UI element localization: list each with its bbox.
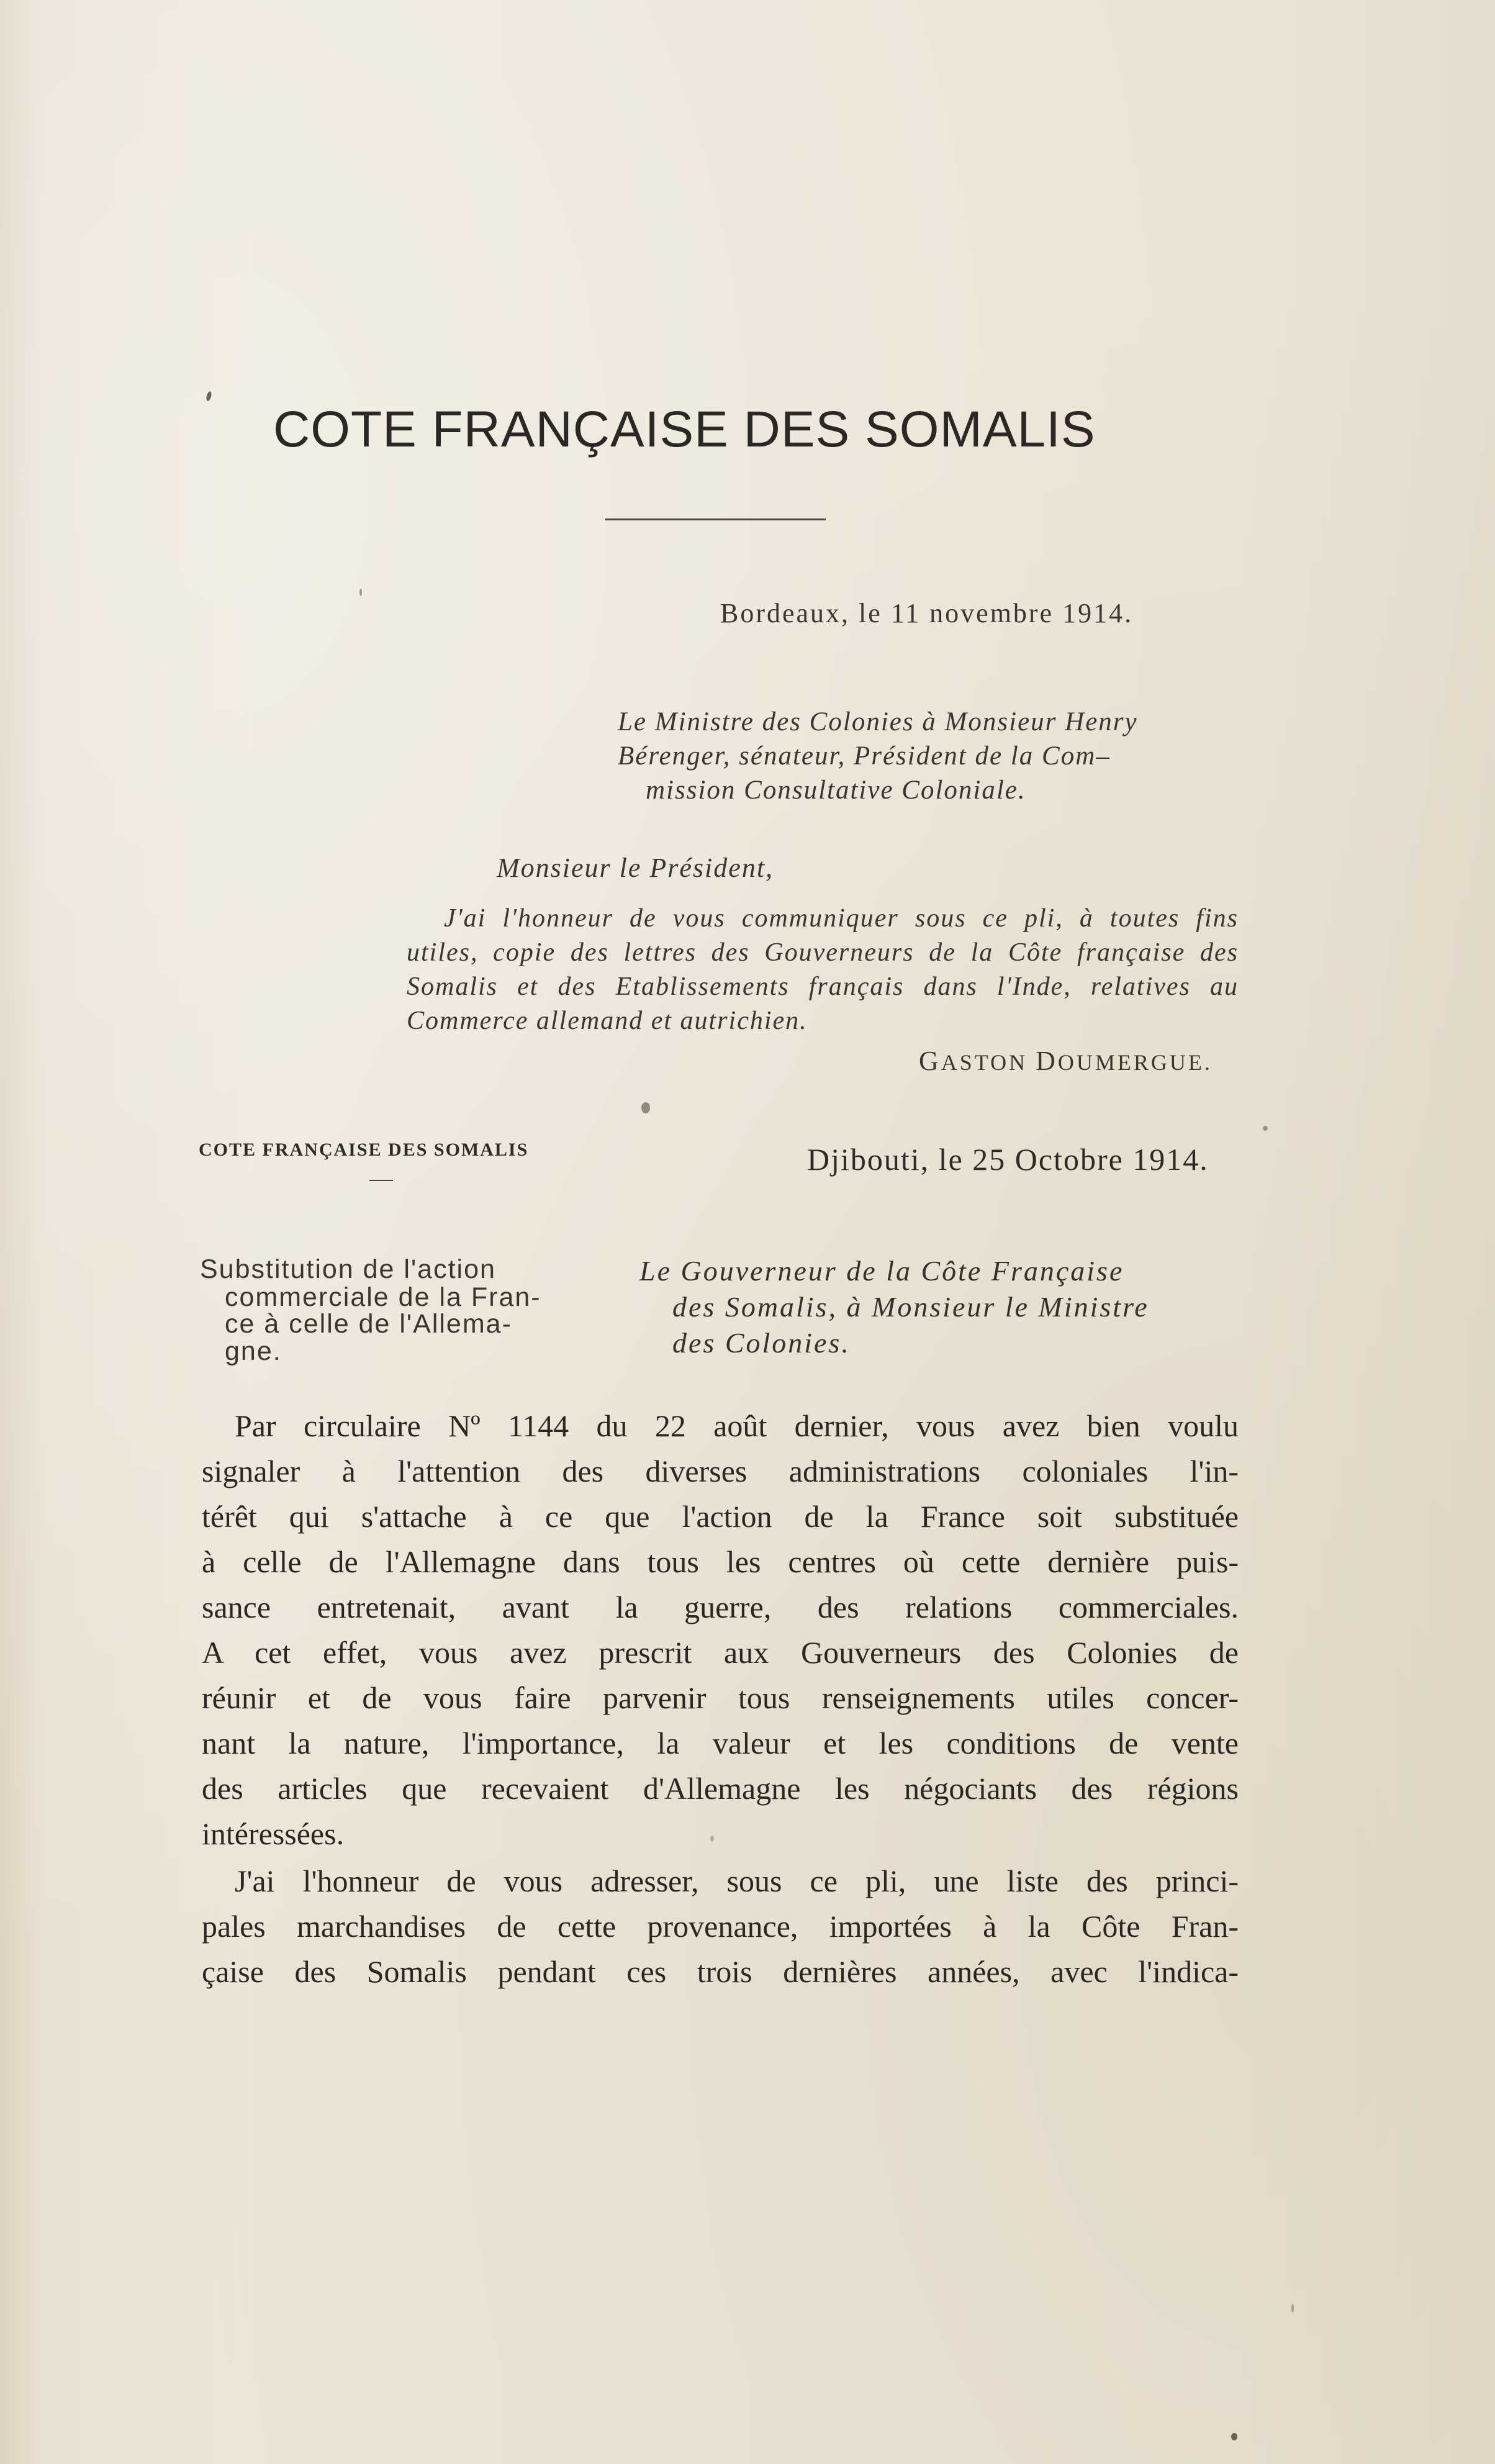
signature-first-rest: ASTON (941, 1050, 1028, 1075)
signature-last-initial: D (1036, 1046, 1058, 1076)
letter-address-line: Le Ministre des Colonies à Monsieur Henry (618, 707, 1138, 736)
letter-body-line: Somalis et des Etablissements français dans l'Inde, relatives au (407, 972, 1239, 1001)
addressee-line: Le Gouverneur de la Côte Française (639, 1255, 1124, 1287)
body-line: intéressées. (202, 1816, 345, 1851)
letter-date: Bordeaux, le 11 novembre 1914. (720, 598, 1134, 628)
addressee-line: des Somalis, à Monsieur le Ministre (672, 1291, 1149, 1323)
margin-note-line: Substitution de l'action (200, 1254, 496, 1284)
letter-body-line: Commerce allemand et autrichien. (407, 1007, 808, 1035)
body-line: J'ai l'honneur de vous adresser, sous ce pli, une liste des princi- (235, 1864, 1239, 1898)
addressee-line: des Colonies. (672, 1327, 851, 1359)
body-line: des articles que recevaient d'Allemagne les négociants des régions (202, 1771, 1239, 1806)
letter-address-line: mission Consultative Coloniale. (646, 776, 1026, 805)
letter-salutation: Monsieur le Président, (497, 853, 774, 883)
body-line: çaise des Somalis pendant ces trois dernières années, avec l'indica- (202, 1954, 1239, 1989)
page-title: COTE FRANÇAISE DES SOMALIS (273, 401, 1096, 458)
margin-note-line: ce à celle de l'Allema- (225, 1309, 512, 1339)
body-line: signaler à l'attention des diverses administrations coloniales l'in- (202, 1454, 1239, 1488)
body-line: sance entretenait, avant la guerre, des relations commerciales. (202, 1590, 1239, 1624)
body-line: réunir et de vous faire parvenir tous renseignements utiles concer- (202, 1680, 1239, 1715)
paper-speck (206, 391, 212, 401)
paper-speck (359, 589, 362, 596)
body-line: à celle de l'Allemagne dans tous les centres où cette dernière puis- (202, 1544, 1239, 1579)
letter-signature (919, 1045, 1213, 1077)
signature-first-initial: G (919, 1046, 941, 1076)
body-line: A cet effet, vous avez prescrit aux Gouverneurs des Colonies de (202, 1635, 1239, 1670)
paper-speck (1291, 2304, 1294, 2312)
paper-speck (1263, 1126, 1268, 1131)
margin-note-line: commerciale de la Fran- (225, 1282, 541, 1312)
signature-last-rest: OUMERGUE. (1057, 1050, 1213, 1075)
paper-speck (1231, 2433, 1237, 2440)
margin-note-line: gne. (225, 1336, 282, 1366)
letter-address-line: Bérenger, sénateur, Président de la Com– (618, 741, 1111, 771)
section-header-rule (369, 1180, 393, 1181)
section-header: COTE FRANÇAISE DES SOMALIS (199, 1139, 529, 1160)
body-line: Par circulaire Nº 1144 du 22 août dernier, vous avez bien voulu (235, 1408, 1239, 1443)
paper-speck (641, 1102, 650, 1113)
paper-speck (710, 1836, 714, 1842)
body-line: térêt qui s'attache à ce que l'action de la France soit substituée (202, 1499, 1239, 1534)
section-date: Djibouti, le 25 Octobre 1914. (807, 1142, 1209, 1177)
body-line: nant la nature, l'importance, la valeur et les conditions de vente (202, 1726, 1239, 1760)
letter-body-line: J'ai l'honneur de vous communiquer sous ce pli, à toutes fins (444, 904, 1239, 933)
letter-body-line: utiles, copie des lettres des Gouverneurs de la Côte française des (407, 938, 1239, 967)
title-rule (605, 519, 826, 520)
body-line: pales marchandises de cette provenance, importées à la Côte Fran- (202, 1909, 1239, 1944)
